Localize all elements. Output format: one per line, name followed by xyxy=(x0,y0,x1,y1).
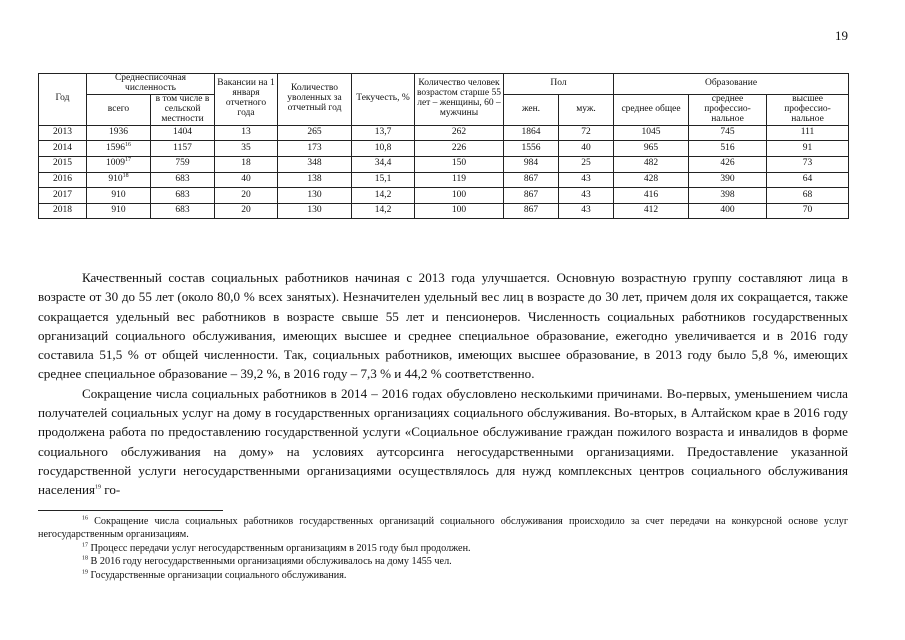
cell-secondary-professional: 745 xyxy=(689,125,767,141)
footnote-ref-19: 19 xyxy=(95,484,101,491)
cell-rural: 683 xyxy=(151,188,215,204)
header-rural: в том числе в сельской местности xyxy=(151,94,215,125)
cell-vacancies: 35 xyxy=(215,141,278,157)
table-row xyxy=(39,188,849,204)
cell-vacancies: 13 xyxy=(215,125,278,141)
footnote-separator xyxy=(38,510,223,511)
cell-older: 119 xyxy=(415,172,504,188)
cell-dismissed: 348 xyxy=(278,157,352,173)
cell-secondary-professional: 516 xyxy=(689,141,767,157)
cell-higher-professional: 73 xyxy=(767,157,849,173)
cell-higher-professional: 68 xyxy=(767,188,849,204)
cell-female: 867 xyxy=(504,203,559,219)
footnote-16: $^{16}$ Сокращение числа социальных работников государственных организаций социального обслуживания происходило за счет передачи на конкурсной основе услуг негосударственным организациям. xyxy=(38,515,848,541)
header-secondary-professional: среднее профессио-нальное xyxy=(689,94,767,125)
cell-total: 1596$^{16}$ xyxy=(87,141,151,157)
table-header-row xyxy=(39,74,849,95)
cell-older: 100 xyxy=(415,203,504,219)
header-secondary-general: среднее общее xyxy=(614,94,689,125)
table-row xyxy=(39,141,849,157)
cell-higher-professional: 91 xyxy=(767,141,849,157)
table-row xyxy=(39,172,849,188)
cell-higher-professional: 70 xyxy=(767,203,849,219)
cell-higher-professional: 64 xyxy=(767,172,849,188)
header-female: жен. xyxy=(504,94,559,125)
cell-secondary-professional: 400 xyxy=(689,203,767,219)
cell-female: 1864 xyxy=(504,125,559,141)
cell-dismissed: 130 xyxy=(278,188,352,204)
cell-year: 2013 xyxy=(39,125,87,141)
cell-year: 2018 xyxy=(39,203,87,219)
cell-male: 43 xyxy=(559,172,614,188)
cell-year: 2017 xyxy=(39,188,87,204)
cell-male: 43 xyxy=(559,188,614,204)
cell-total: 1009$^{17}$ xyxy=(87,157,151,173)
paragraph-2: Сокращение числа социальных работников в 2014 – 2016 годах обусловлено несколькими причинами. Во-первых, уменьшением числа получателей социальных услуг на дому в государственных организациях социального обслуживания. Во-вторых, в Алтайском крае в 2016 году продолжена работа по предоставлению государственной услуги «Социальное обслуживание граждан пожилого возраста и инвалидов в форме социального обслуживания на дому» на условиях аутсорсинга негосударственными организациями. Предоставление указанной государственной услуги негосударственными организациями осуществлялось для нужд комплексных центров социального обслуживания населения$^{19}$ го- xyxy=(38,385,848,498)
cell-turnover: 13,7 xyxy=(352,125,415,141)
cell-rural: 1404 xyxy=(151,125,215,141)
cell-dismissed: 130 xyxy=(278,203,352,219)
cell-total: $910^{18}$ xyxy=(87,172,151,188)
cell-dismissed: 138 xyxy=(278,172,352,188)
cell-secondary-general: 482 xyxy=(614,157,689,173)
cell-year: 2014 xyxy=(39,141,87,157)
cell-male: 43 xyxy=(559,203,614,219)
cell-female: 984 xyxy=(504,157,559,173)
cell-turnover: 14,2 xyxy=(352,188,415,204)
cell-secondary-general: 1045 xyxy=(614,125,689,141)
cell-female: 1556 xyxy=(504,141,559,157)
table-row xyxy=(39,125,849,141)
header-year: Год xyxy=(39,74,87,126)
cell-total: 1936 xyxy=(87,125,151,141)
cell-dismissed: 265 xyxy=(278,125,352,141)
paragraph-1: Качественный состав социальных работников начиная с 2013 года улучшается. Основную возрастную группу составляют лица в возрасте от 30 до 55 лет (около 80,0 % всех занятых). Незначителен удельный вес лиц в возрасте до 30 лет, причем доля их сокращается, также сокращается удельный вес работников в возрасте свыше 55 лет и пенсионеров. Численность социальных работников государственных организаций социального обслуживания, имеющих высшее и среднее специальное образование, ежегодно увеличивается и в 2016 году составила 51,5 % от общей численности. Так, социальных работников, имеющих высшее образование, в 2013 году было 5,8 %, имеющих среднее специальное образование – 39,2 %, в 2016 году – 7,3 % и 44,2 % соответственно. xyxy=(38,270,848,382)
page-number: 19 xyxy=(835,28,848,43)
cell-vacancies: 20 xyxy=(215,188,278,204)
cell-turnover: 15,1 xyxy=(352,172,415,188)
cell-secondary-professional: 426 xyxy=(689,157,767,173)
cell-secondary-general: 412 xyxy=(614,203,689,219)
cell-vacancies: 18 xyxy=(215,157,278,173)
footnote-18: $^{18}$ В 2016 году негосударственными организациями обслуживалось на дому 1455 чел. xyxy=(82,555,452,568)
cell-total: 910 xyxy=(87,203,151,219)
header-higher-professional: высшее профессио-нальное xyxy=(767,94,849,125)
cell-vacancies: 20 xyxy=(215,203,278,219)
cell-male: 25 xyxy=(559,157,614,173)
header-male: муж. xyxy=(559,94,614,125)
table-row xyxy=(39,203,849,219)
header-vacancies: Вакансии на 1 января отчетного года xyxy=(215,74,278,126)
cell-older: 100 xyxy=(415,188,504,204)
cell-secondary-general: 416 xyxy=(614,188,689,204)
cell-female: 867 xyxy=(504,172,559,188)
header-total: всего xyxy=(87,94,151,125)
cell-male: 72 xyxy=(559,125,614,141)
cell-rural: 759 xyxy=(151,157,215,173)
cell-dismissed: 173 xyxy=(278,141,352,157)
header-older-workers: Количество человек возрастом старше 55 лет – женщины, 60 – мужчины xyxy=(415,74,504,126)
header-education: Образование xyxy=(614,74,849,95)
cell-male: 40 xyxy=(559,141,614,157)
cell-vacancies: 40 xyxy=(215,172,278,188)
cell-total: 910 xyxy=(87,188,151,204)
cell-secondary-general: 965 xyxy=(614,141,689,157)
header-avg-count: Среднесписочная численность xyxy=(87,74,215,95)
header-turnover: Текучесть, % xyxy=(352,74,415,126)
cell-older: 262 xyxy=(415,125,504,141)
cell-turnover: 34,4 xyxy=(352,157,415,173)
cell-secondary-professional: 398 xyxy=(689,188,767,204)
cell-turnover: 14,2 xyxy=(352,203,415,219)
cell-rural: 683 xyxy=(151,172,215,188)
cell-older: 226 xyxy=(415,141,504,157)
cell-secondary-professional: 390 xyxy=(689,172,767,188)
cell-rural: 1157 xyxy=(151,141,215,157)
header-gender: Пол xyxy=(504,74,614,95)
cell-year: 2015 xyxy=(39,157,87,173)
footnote-19: $^{19}$ Государственные организации социального обслуживания. xyxy=(82,569,347,581)
footnote-17: $^{17}$ Процесс передачи услуг негосударственным организациям в 2015 году был продолжен. xyxy=(82,542,471,554)
footnotes xyxy=(38,515,848,582)
cell-older: 150 xyxy=(415,157,504,173)
table-row xyxy=(39,157,849,173)
cell-female: 867 xyxy=(504,188,559,204)
cell-year: 2016 xyxy=(39,172,87,188)
header-dismissed: Количество уволенных за отчетный год xyxy=(278,74,352,126)
cell-higher-professional: 111 xyxy=(767,125,849,141)
cell-secondary-general: 428 xyxy=(614,172,689,188)
staff-statistics-table xyxy=(38,73,849,219)
body-text xyxy=(38,268,848,500)
cell-turnover: 10,8 xyxy=(352,141,415,157)
cell-rural: 683 xyxy=(151,203,215,219)
